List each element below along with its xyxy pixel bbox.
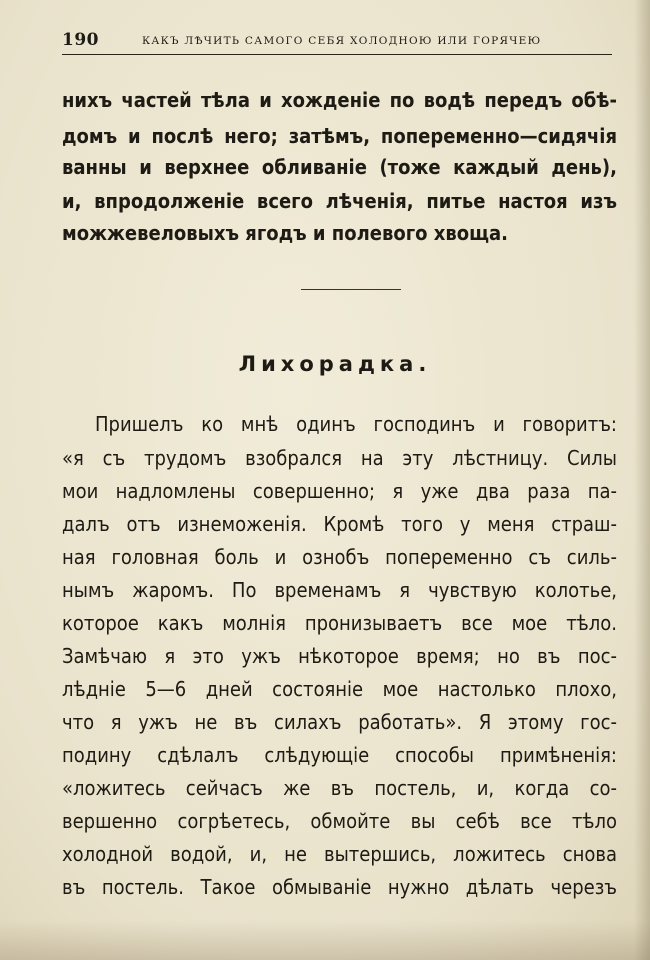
- section-divider: [301, 289, 401, 290]
- text-line: которое какъ молнія пронизываетъ все мое тѣло.: [62, 611, 617, 635]
- text-line: мои надломлены совершенно; я уже два раза па-: [62, 479, 617, 503]
- text-line: ная головная боль и ознобъ попеременно съ силь-: [62, 545, 617, 569]
- text-line: вершенно согрѣетесь, обмойте вы себѣ все тѣло: [62, 809, 617, 833]
- text-line: что я ужъ не въ силахъ работать». Я этому гос-: [62, 710, 617, 734]
- text-line: холодной водой, и, не вытершись, ложитесь снова: [62, 842, 617, 866]
- page-number: 190: [62, 30, 99, 50]
- text-line: Замѣчаю я это ужъ нѣкоторое время; но въ пос-: [62, 644, 617, 668]
- text-line: «ложитесь сейчасъ же въ постель, и, когда со-: [62, 776, 617, 800]
- text-line: «я съ трудомъ взобрался на эту лѣстницу. Силы: [62, 446, 617, 470]
- text-line: нымъ жаромъ. По временамъ я чувствую колотье,: [62, 578, 617, 602]
- text-line: въ постель. Такое обмываніе нужно дѣлать черезъ: [62, 875, 617, 899]
- page-bottom-shadow: [0, 920, 650, 960]
- section-title: Лихорадка.: [238, 352, 432, 376]
- text-line: далъ отъ изнеможенія. Кромѣ того у меня страш-: [62, 512, 617, 536]
- text-line: подину сдѣлалъ слѣдующіе способы примѣненія:: [62, 743, 617, 767]
- text-line: домъ и послѣ него; затѣмъ, попеременно—сидячія: [62, 124, 617, 148]
- text-line: Пришелъ ко мнѣ одинъ господинъ и говоритъ:: [95, 412, 617, 436]
- text-line: можжевеловыхъ ягодъ и полевого хвоща.: [62, 221, 508, 245]
- text-line: лѣдніе 5—6 дней состояніе мое настолько плохо,: [62, 677, 617, 701]
- text-line: ванны и верхнее обливаніе (тоже каждый день),: [62, 155, 617, 179]
- text-line: и, впродолженіе всего лѣченія, питье настоя изъ: [62, 189, 617, 213]
- running-head: КАКЪ ЛѢЧИТЬ САМОГО СЕБЯ ХОЛОДНОЮ ИЛИ ГОРЯЧЕЮ: [142, 35, 542, 47]
- page-header: [62, 30, 612, 55]
- text-line: нихъ частей тѣла и хожденіе по водѣ передъ обѣ-: [62, 88, 617, 112]
- page-edge-shadow: [634, 0, 650, 960]
